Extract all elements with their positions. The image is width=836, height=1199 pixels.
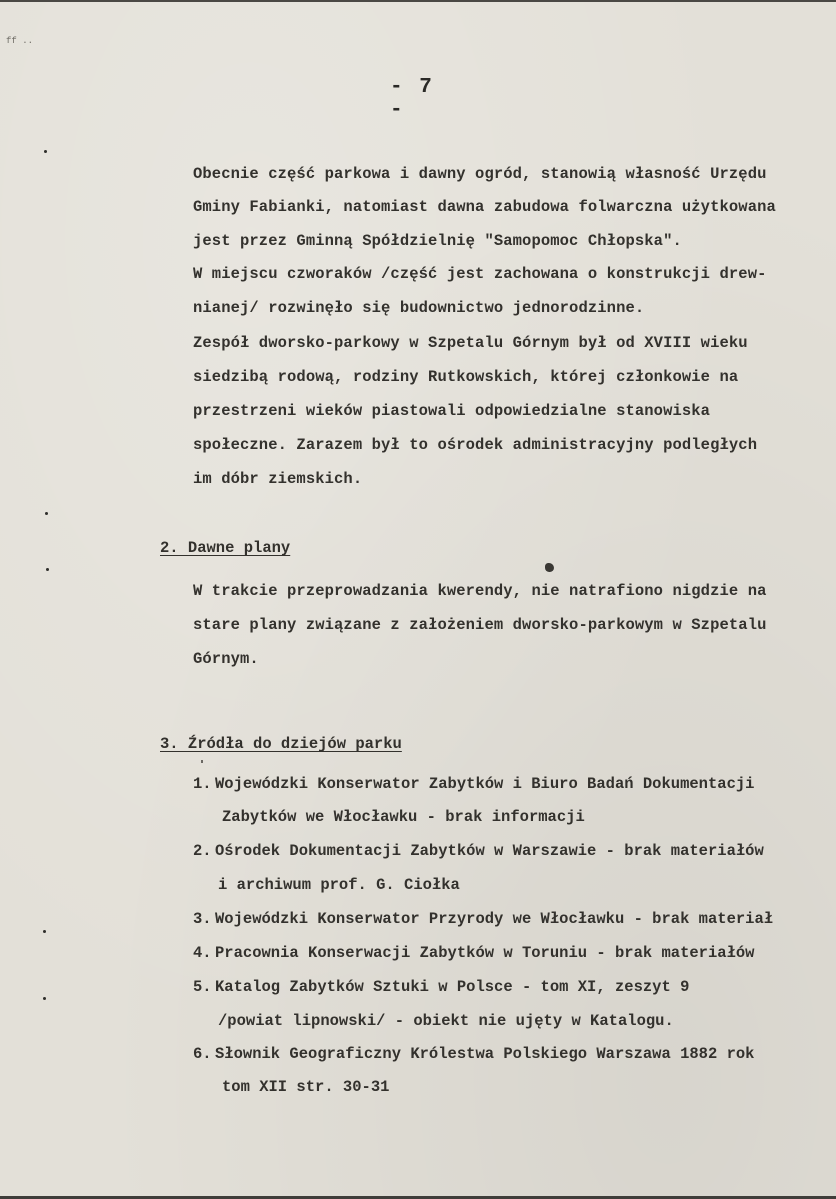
source-item-6-cont: tom XII str. 30-31	[222, 1078, 390, 1096]
ink-blot	[545, 563, 554, 572]
intro-line: im dóbr ziemskich.	[193, 470, 363, 488]
source-item-text: Wojewódzki Konserwator Przyrody we Włocławku - brak materiał	[215, 910, 774, 928]
source-item-number: 1.	[193, 775, 212, 793]
section-heading-zrodla: 3. Źródła do dziejów parku	[160, 735, 402, 753]
section2-line: stare plany związane z założeniem dworsko-parkowym w Szpetalu	[193, 616, 767, 634]
margin-speck	[43, 930, 46, 933]
section2-line: Górnym.	[193, 650, 259, 668]
source-item-number: 5.	[193, 978, 212, 996]
source-item-5-cont: /powiat lipnowski/ - obiekt nie ujęty w Katalogu.	[218, 1012, 674, 1030]
section-heading-dawne-plany: 2. Dawne plany	[160, 539, 291, 557]
source-item-number: 2.	[193, 842, 212, 860]
source-item-1-cont: Zabytków we Włocławku - brak informacji	[222, 808, 585, 826]
section2-line: W trakcie przeprowadzania kwerendy, nie natrafiono nigdzie na	[193, 582, 767, 600]
source-item-4	[193, 943, 755, 963]
margin-speck	[43, 997, 46, 1000]
intro-line: Zespół dworsko-parkowy w Szpetalu Górnym był od XVIII wieku	[193, 334, 748, 352]
margin-speck	[44, 150, 47, 153]
source-item-3	[193, 909, 773, 929]
source-item-text: Katalog Zabytków Sztuki w Polsce - tom XI, zeszyt 9	[215, 978, 690, 996]
source-item-2-cont: i archiwum prof. G. Ciołka	[218, 876, 460, 894]
page-number: - 7 -	[390, 76, 434, 122]
intro-line: nianej/ rozwinęło się budownictwo jednorodzinne.	[193, 299, 645, 317]
source-item-1	[193, 774, 755, 794]
intro-line: jest przez Gminną Spółdzielnię "Samopomoc Chłopska".	[193, 232, 682, 250]
intro-line: Gminy Fabianki, natomiast dawna zabudowa folwarczna użytkowana	[193, 198, 776, 216]
source-item-number: 4.	[193, 944, 212, 962]
source-item-text: Ośrodek Dokumentacji Zabytków w Warszawie - brak materiałów	[215, 842, 764, 860]
margin-speck	[46, 568, 49, 571]
intro-line: przestrzeni wieków piastowali odpowiedzialne stanowiska	[193, 402, 711, 420]
source-item-text: Wojewódzki Konserwator Zabytków i Biuro Badań Dokumentacji	[215, 775, 755, 793]
corner-mark: ff ..	[6, 36, 34, 46]
margin-speck	[45, 512, 48, 515]
source-item-5	[193, 977, 689, 997]
source-item-text: Pracownia Konserwacji Zabytków w Toruniu - brak materiałów	[215, 944, 755, 962]
source-item-6	[193, 1044, 755, 1064]
page-top-edge	[0, 0, 836, 2]
source-item-number: 3.	[193, 910, 212, 928]
intro-line: Obecnie część parkowa i dawny ogród, stanowią własność Urzędu	[193, 165, 767, 183]
source-item-text: Słownik Geograficzny Królestwa Polskiego Warszawa 1882 rok	[215, 1045, 755, 1063]
source-item-number: 6.	[193, 1045, 212, 1063]
intro-line: siedzibą rodową, rodziny Rutkowskich, której członkowie na	[193, 368, 739, 386]
intro-line: społeczne. Zarazem był to ośrodek administracyjny podległych	[193, 436, 758, 454]
source-item-2	[193, 841, 764, 861]
ink-tick	[201, 760, 203, 763]
intro-line: W miejscu czworaków /część jest zachowana o konstrukcji drew-	[193, 265, 767, 283]
